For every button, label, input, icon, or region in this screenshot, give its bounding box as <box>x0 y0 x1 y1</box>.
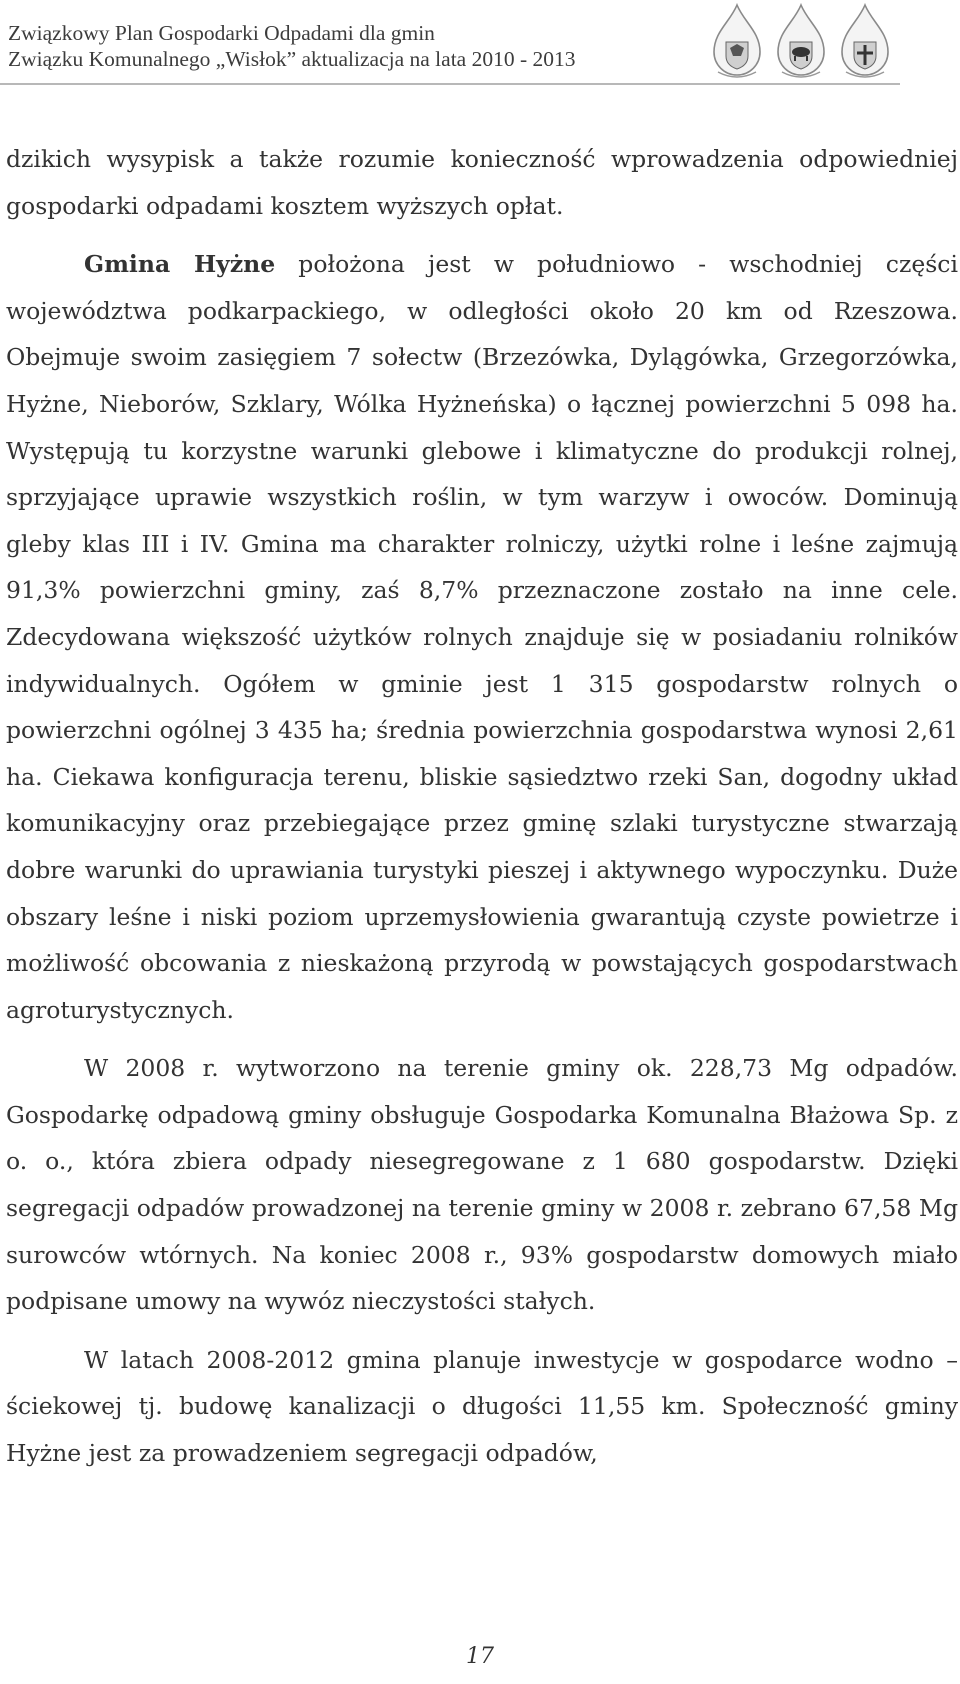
page-header <box>0 0 960 92</box>
paragraph-2-bold-lead: Gmina Hyżne <box>84 250 276 279</box>
header-divider <box>0 83 900 85</box>
paragraph-3: W 2008 r. wytworzono na terenie gminy ok. 228,73 Mg odpadów. Gospodarkę odpadową gminy obsługuje Gospodarka Komunalna Błażowa Sp. z o. o., która zbiera odpady niesegregowane z 1 680 gospodarstw. Dzięki segregacji odpadów prowadzonej na terenie gminy w 2008 r. zebrano 67,58 Mg surowców wtórnych. Na koniec 2008 r., 93% gospodarstw domowych miało podpisane umowy na wywóz nieczystości stałych. <box>6 1054 958 1316</box>
paragraph-1: dzikich wysypisk a także rozumie konieczność wprowadzenia odpowiedniej gospodarki odpadami kosztem wyższych opłat. <box>6 145 958 220</box>
crest-eagle-icon <box>708 2 766 82</box>
header-title-line-2: Związku Komunalnego „Wisłok” aktualizacja na lata 2010 - 2013 <box>8 47 576 71</box>
header-title-line-1: Związkowy Plan Gospodarki Odpadami dla gmin <box>8 21 435 45</box>
page-number: 17 <box>466 1644 494 1669</box>
header-title <box>8 20 576 72</box>
crest-cross-icon <box>836 2 894 82</box>
paragraph-2 <box>6 241 958 1033</box>
crest-boar-icon <box>772 2 830 82</box>
paragraph-2-text: położona jest w południowo - wschodniej części województwa podkarpackiego, w odległości około 20 km od Rzeszowa. Obejmuje swoim zasięgiem 7 sołectw (Brzezówka, Dylągówka, Grzegorzówka, Hyżne, Nieborów, Szklary, Wólka Hyżneńska) o łącznej powierzchni 5 098 ha. Występują tu korzystne warunki glebowe i klimatyczne do produkcji rolnej, sprzyjające uprawie wszystkich roślin, w tym warzyw i owoców. Dominują gleby klas III i IV. Gmina ma charakter rolniczy, użytki rolne i leśne zajmują 91,3% powierzchni gminy, zaś 8,7% przeznaczone zostało na inne cele. Zdecydowana większość użytków rolnych znajduje się w posiadaniu rolników indywidualnych. Ogółem w gminie jest 1 315 gospodarstw rolnych o powierzchni ogólnej 3 435 ha; średnia powierzchnia gospodarstwa wynosi 2,61 ha. Ciekawa konfiguracja terenu, bliskie sąsiedztwo rzeki San, dogodny układ komunikacyjny oraz przebiegające przez gminę szlaki turystyczne stwarzają dobre warunki do uprawiania turystyki pieszej i aktywnego wypoczynku. Duże obszary leśne i niski poziom uprzemysłowienia gwarantują czyste powietrze i możliwość obcowania z nieskażoną przyrodą w powstających gospodarstwach agroturystycznych. <box>6 250 958 1024</box>
paragraph-4: W latach 2008-2012 gmina planuje inwestycje w gospodarce wodno – ściekowej tj. budowę kanalizacji o długości 11,55 km. Społeczność gminy Hyżne jest za prowadzeniem segregacji odpadów, <box>6 1345 958 1468</box>
document-body <box>6 136 958 1477</box>
